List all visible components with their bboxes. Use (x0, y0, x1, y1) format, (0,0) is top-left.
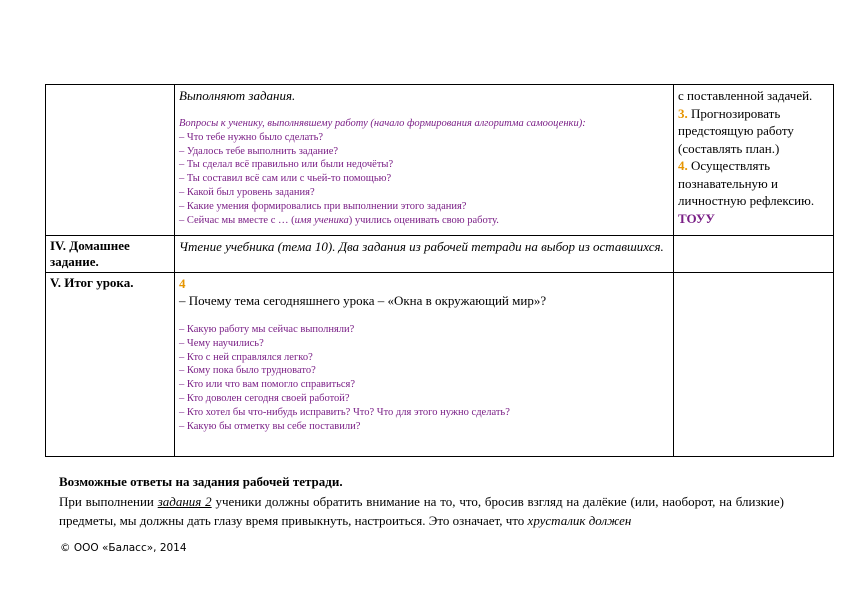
list-item: – Кто доволен сегодня своей работой? (179, 392, 350, 404)
activity-cell (175, 85, 674, 236)
task-link[interactable]: задания 2 (157, 494, 212, 509)
table-row (46, 273, 834, 457)
stage-cell-empty (46, 85, 175, 236)
table-row (46, 85, 834, 236)
row1-title: Выполняют задания. (179, 88, 296, 103)
empty-cell (674, 273, 834, 457)
empty-cell (674, 236, 834, 273)
answers-paragraph: При выполнении задания 2 ученики должны обратить внимание на то, что, бросив взгляд на далёкие (или, наоборот, на близкие) предметы, мы должны дать глазу время привыкнуть, настроиться. Это означает, что хрусталик должен (59, 494, 784, 528)
list-item: – Какую бы отметку вы себе поставили? (179, 420, 361, 432)
summary-question: – Почему тема сегодняшнего урока – «Окна в окружающий мир»? (179, 293, 547, 308)
list-item: – Ты сделал всё правильно или были недочёты? (179, 159, 394, 171)
row1-question-list (179, 131, 669, 228)
homework-text: Чтение учебника (тема 10). Два задания из рабочей тетради на выбор из оставшихся. (175, 236, 674, 273)
uud-badge: ТОУУ (678, 210, 715, 226)
uud-line: с поставленной задачей. (678, 88, 813, 103)
list-item: – Кто хотел бы что-нибудь исправить? Что? Что для этого нужно сделать? (179, 406, 510, 418)
table-row (46, 236, 834, 273)
list-item: – Ты составил всё сам или с чьей-то помощью? (179, 173, 392, 185)
answers-heading: Возможные ответы на задания рабочей тетради. (59, 474, 343, 489)
list-item: – Кому пока было трудновато? (179, 365, 316, 377)
uud-item-4: 4. Осуществлять познавательную и личностную рефлексию. (678, 158, 815, 208)
summary-question-list (179, 323, 669, 433)
uud-cell (674, 85, 834, 236)
summary-cell (175, 273, 674, 457)
stage-homework: IV. Домашнее задание. (46, 236, 175, 273)
list-item: – Какую работу мы сейчас выполняли? (179, 324, 355, 335)
list-item: – Что тебе нужно было сделать? (179, 131, 324, 143)
list-item: – Какие умения формировались при выполнении этого задания? (179, 200, 467, 212)
list-item: – Кто или что вам помогло справиться? (179, 379, 356, 391)
row1-intro: Вопросы к ученику, выполнявшему работу (начало формирования алгоритма самооценки): (179, 118, 586, 129)
list-item: – Удалось тебе выполнить задание? (179, 145, 339, 157)
uud-item-3: 3. Прогнозировать предстоящую работу (составлять план.) (678, 105, 794, 156)
list-item: – Сейчас мы вместе с … (имя ученика) учились оценивать свою работу. (179, 214, 499, 226)
summary-number: 4 (179, 276, 186, 291)
list-item: – Кто с ней справлялся легко? (179, 351, 313, 363)
lesson-table (45, 84, 834, 457)
stage-summary: V. Итог урока. (46, 273, 175, 457)
list-item: – Какой был уровень задания? (179, 186, 315, 198)
copyright: © ООО «Баласс», 2014 (60, 542, 187, 554)
list-item: – Чему научились? (179, 337, 264, 349)
